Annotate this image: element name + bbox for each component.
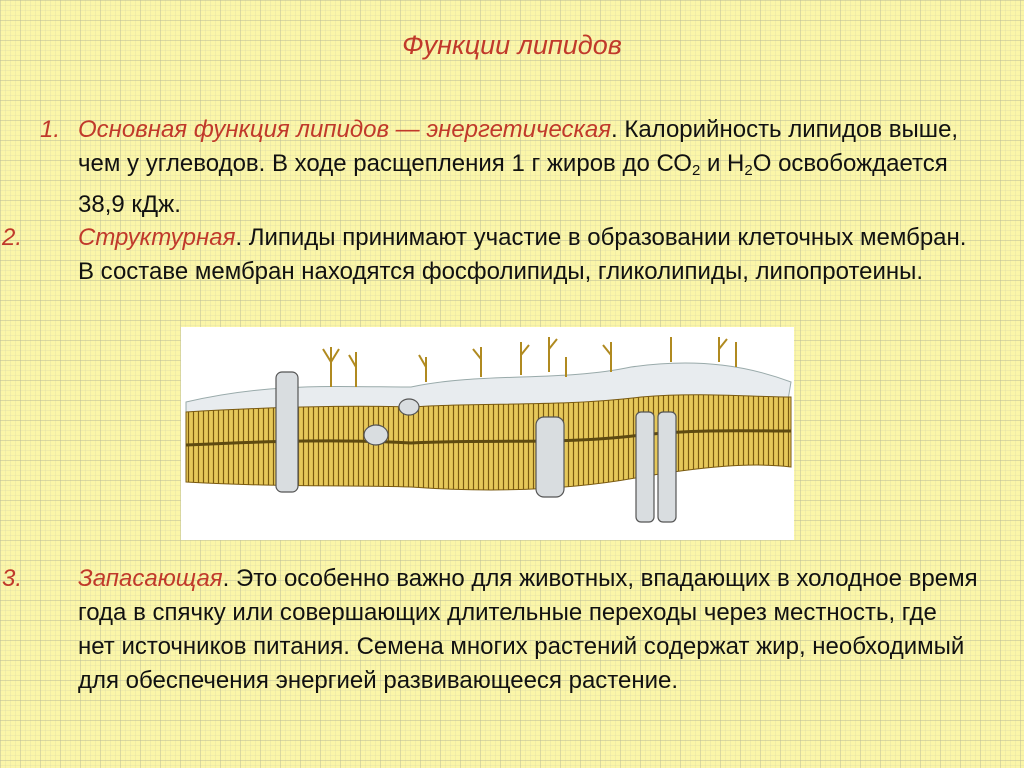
- function-item-energy: [40, 113, 980, 222]
- slide-title: Функции липидов: [402, 30, 622, 60]
- item-number: 1.: [40, 116, 61, 143]
- item-paragraph: [40, 113, 980, 222]
- item-number: 2.: [2, 224, 23, 251]
- item-text-part: . Калорийность липидов выше, чем у углеводов. В ходе расщепления 1 г жиров до: [78, 116, 959, 177]
- item-text: . Липиды принимают участие в образовании клеточных мембран. В составе мембран находятся фосфолипиды, гликолипиды, липопротеины.: [78, 224, 967, 285]
- item-number: 3.: [2, 565, 23, 592]
- item-text-part: О освобождается 38,9 кДж.: [78, 150, 948, 218]
- membrane-illustration: [181, 327, 794, 540]
- item-lead: Структурная: [78, 224, 236, 251]
- co-label: СО: [656, 150, 692, 177]
- item-lead: Основная функция липидов — энергетическая: [78, 116, 612, 143]
- item-lead: Запасающая: [78, 565, 223, 592]
- h-label: и Н: [700, 150, 745, 177]
- item-text: . Это особенно важно для животных, впадающих в холодное время года в спячку или совершающих длительные переходы через местность, где нет источников питания. Семена многих растений содержат жир, необходимый для обеспечения энергией развивающееся растение.: [78, 565, 978, 694]
- co-subscript: 2: [691, 162, 701, 179]
- h-subscript: 2: [744, 162, 753, 179]
- function-item-storage: [2, 562, 980, 698]
- function-item-structural: [2, 221, 980, 289]
- membrane-drawing: [181, 327, 794, 540]
